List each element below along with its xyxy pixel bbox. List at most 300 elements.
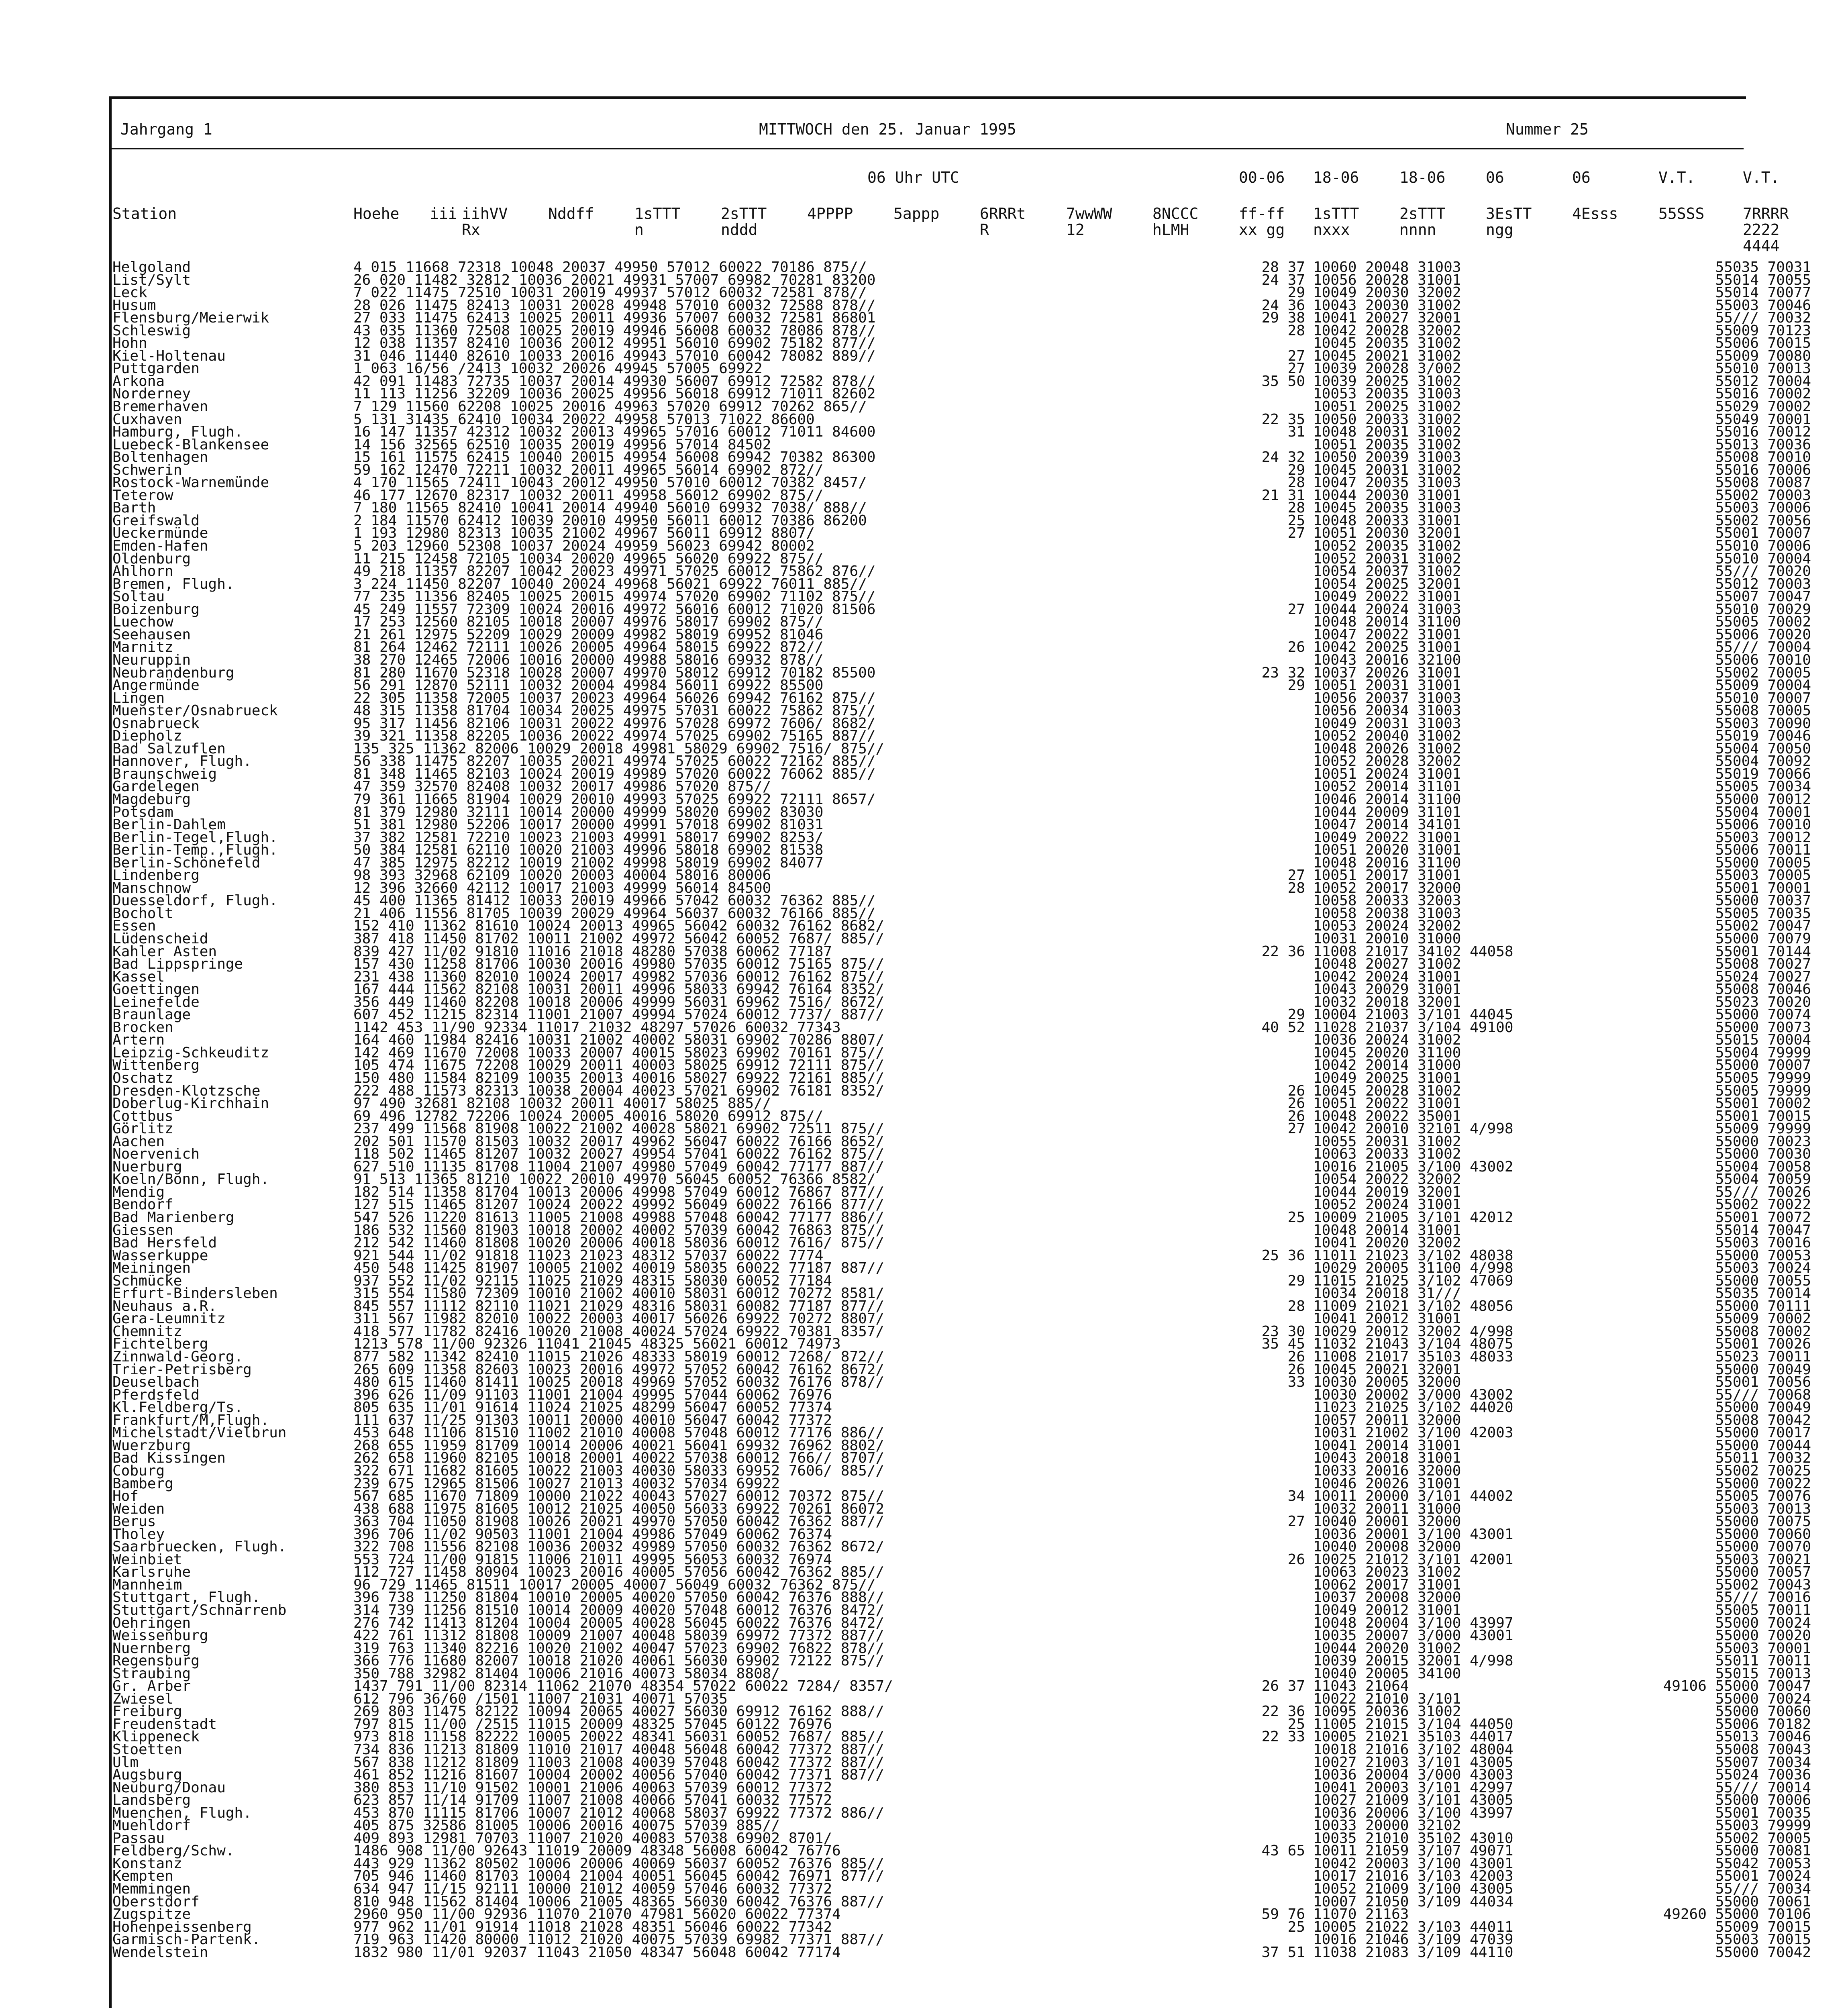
section5-group: 55035 70014 bbox=[1715, 1285, 1811, 1302]
extremes-group: 10058 20033 32003 bbox=[1313, 892, 1461, 909]
extremes-group: 10063 20023 31002 bbox=[1313, 1564, 1461, 1581]
extremes-group: 10039 20028 3/002 bbox=[1313, 360, 1461, 377]
extremes-group: 10053 20035 31003 bbox=[1313, 386, 1461, 402]
station-name: Greifswald bbox=[112, 512, 200, 529]
station-name: Nuerburg bbox=[112, 1158, 182, 1175]
extremes-group: 10051 20030 32001 bbox=[1313, 525, 1461, 542]
section5-group: 55019 70066 bbox=[1715, 765, 1811, 782]
column-header: 4PPPP bbox=[807, 205, 853, 222]
table-row bbox=[0, 1883, 1848, 1896]
table-row bbox=[0, 765, 1848, 782]
table-row bbox=[0, 476, 1848, 489]
station-name: Soltau bbox=[112, 588, 165, 605]
column-header: 4Esss bbox=[1572, 205, 1618, 222]
station-name: Gr. Arber bbox=[112, 1678, 191, 1695]
extremes-group: 10042 20024 31001 bbox=[1313, 968, 1461, 985]
column-subheader: n bbox=[634, 221, 644, 239]
extremes-group: 10051 20022 31001 bbox=[1313, 1095, 1461, 1112]
table-row bbox=[0, 413, 1848, 426]
synop-main-group: 567 685 11670 71809 10000 21022 40043 57027 60012 70372 875// bbox=[353, 1488, 885, 1505]
table-row bbox=[0, 740, 1848, 757]
station-name: Luebeck-Blankensee bbox=[112, 436, 269, 453]
column-subheader: xx gg bbox=[1239, 221, 1285, 239]
extremes-group: 10048 20027 31002 bbox=[1313, 956, 1461, 973]
station-name: Oldenburg bbox=[112, 550, 191, 567]
extremes-group: 11038 21083 3/109 44110 bbox=[1313, 1944, 1513, 1961]
section5-group: 55000 70057 bbox=[1715, 1564, 1811, 1581]
synop-main-group: 12 396 32660 42112 10017 21003 49999 56014 84500 bbox=[353, 880, 771, 896]
synop-main-group: 182 514 11358 81704 10013 20006 49998 57049 60012 76867 877// bbox=[353, 1184, 885, 1200]
table-row bbox=[0, 1690, 1848, 1707]
station-name: Stoetten bbox=[112, 1741, 182, 1758]
table-row bbox=[0, 1122, 1848, 1135]
extremes-group: 10044 20009 31101 bbox=[1313, 804, 1461, 820]
station-name: Oberstdorf bbox=[112, 1893, 200, 1910]
synop-main-group: 322 708 11556 82108 10036 20032 49989 57050 60032 76362 8672/ bbox=[353, 1539, 885, 1555]
synop-main-group: 22 305 11358 72005 10037 20023 49964 56026 69942 76162 875// bbox=[353, 690, 876, 706]
extremes-group: 11032 21043 3/104 48075 bbox=[1313, 1336, 1513, 1353]
extremes-group: 10029 20012 32002 4/998 bbox=[1313, 1323, 1513, 1340]
extremes-group: 10027 21009 3/101 43005 bbox=[1313, 1792, 1513, 1809]
synop-main-group: 705 946 11460 81703 10004 21004 40051 56045 60042 76971 877// bbox=[353, 1868, 885, 1885]
extremes-group: 10054 20037 31002 bbox=[1313, 563, 1461, 580]
section5-group: 55000 70073 bbox=[1715, 1019, 1811, 1036]
extremes-group: 10054 20022 32002 bbox=[1313, 1171, 1461, 1188]
synop-main-group: 311 567 11982 82010 10022 20003 40017 56026 69922 70272 8807/ bbox=[353, 1310, 885, 1327]
extremes-group: 10041 20014 31001 bbox=[1313, 1437, 1461, 1454]
extremes-group: 10063 20033 31002 bbox=[1313, 1146, 1461, 1163]
synop-main-group: 7 022 11475 72510 10031 20019 49937 57012 60032 72581 878// bbox=[353, 284, 867, 301]
wind-gust-group: 31 bbox=[1287, 424, 1305, 441]
wind-gust-group: 37 51 bbox=[1261, 1944, 1305, 1961]
column-subheader: nxxx bbox=[1313, 221, 1350, 239]
extremes-group: 11023 21025 3/102 44020 bbox=[1313, 1399, 1513, 1416]
synop-main-group: 164 460 11984 82416 10031 21002 40002 58031 69902 70286 8807/ bbox=[353, 1032, 885, 1049]
section5-group: 55005 79999 bbox=[1715, 1082, 1811, 1099]
extremes-group: 10037 20026 31001 bbox=[1313, 664, 1461, 681]
extremes-group: 10022 21010 3/101 bbox=[1313, 1690, 1461, 1707]
synop-main-group: 31 046 11440 82610 10033 20016 49943 57010 60042 78082 889// bbox=[353, 347, 876, 364]
section5-group: 55002 70005 bbox=[1715, 664, 1811, 681]
synop-main-group: 95 317 11456 82106 10031 20022 49976 57028 69972 7606/ 8682/ bbox=[353, 715, 876, 732]
table-row bbox=[0, 1667, 1848, 1680]
station-name: Giessen bbox=[112, 1222, 173, 1239]
column-subheader: 12 bbox=[1066, 221, 1085, 239]
synop-main-group: 51 381 12980 52206 10017 20000 49991 57018 69902 81031 bbox=[353, 816, 824, 833]
synop-main-group: 81 348 11465 82103 10024 20019 49989 57020 60022 76062 885// bbox=[353, 765, 876, 782]
section5-group: 55008 70087 bbox=[1715, 474, 1811, 491]
station-name: Berus bbox=[112, 1513, 156, 1530]
table-row bbox=[0, 1338, 1848, 1351]
synop-main-group: 1486 908 11/00 92643 11019 20009 48348 56008 60042 76776 bbox=[353, 1843, 841, 1859]
table-row bbox=[0, 1946, 1848, 1959]
wind-gust-group: 29 bbox=[1287, 461, 1305, 478]
station-name: Mannheim bbox=[112, 1576, 182, 1593]
synop-main-group: 28 026 11475 82413 10031 20028 49948 57010 60032 72588 878// bbox=[353, 297, 876, 314]
extremes-group: 10042 20014 31000 bbox=[1313, 1057, 1461, 1074]
column-header: 6RRRt bbox=[980, 205, 1026, 222]
section5-group: 55015 70004 bbox=[1715, 1032, 1811, 1049]
section5-group: 55/// 70068 bbox=[1715, 1386, 1811, 1403]
section5-group: 55008 70002 bbox=[1715, 1323, 1811, 1340]
station-name: Karlsruhe bbox=[112, 1564, 191, 1581]
table-row bbox=[0, 1426, 1848, 1439]
extremes-group: 10045 20028 31002 bbox=[1313, 1082, 1461, 1099]
extremes-group: 10060 20048 31003 bbox=[1313, 259, 1461, 275]
synop-main-group: 11 113 11256 32209 10036 20025 49956 56018 69912 71011 82602 bbox=[353, 386, 876, 402]
extremes-group: 10004 21003 3/101 44045 bbox=[1313, 1006, 1513, 1023]
synop-main-group: 27 033 11475 62413 10025 20011 49936 57007 60032 72581 86801 bbox=[353, 310, 876, 327]
table-row bbox=[0, 347, 1848, 364]
section5-group: 55003 70012 bbox=[1715, 829, 1811, 846]
extremes-group: 10046 20026 31001 bbox=[1313, 1475, 1461, 1492]
wind-gust-group: 28 bbox=[1287, 1298, 1305, 1314]
extremes-group: 10011 20000 3/101 44002 bbox=[1313, 1488, 1513, 1505]
table-row bbox=[0, 1680, 1848, 1693]
column-header: 2sTTT bbox=[1399, 205, 1446, 222]
synop-main-group: 314 739 11256 81510 10014 20009 40020 57048 60012 76376 8472/ bbox=[353, 1602, 885, 1618]
section5-group: 55003 70006 bbox=[1715, 500, 1811, 516]
table-row bbox=[0, 502, 1848, 514]
extremes-group: 10041 20020 32002 bbox=[1313, 1235, 1461, 1251]
table-row bbox=[0, 1566, 1848, 1579]
synop-main-group: 16 147 11357 42312 10032 20013 49965 57016 60012 71011 84600 bbox=[353, 424, 876, 441]
station-name: Trier-Petrisberg bbox=[112, 1361, 252, 1378]
wind-gust-group: 35 45 bbox=[1261, 1336, 1305, 1353]
table-row bbox=[0, 1135, 1848, 1148]
section5-group: 55001 70007 bbox=[1715, 525, 1811, 542]
table-row bbox=[0, 1642, 1848, 1655]
station-name: List/Sylt bbox=[112, 271, 191, 288]
table-row bbox=[0, 1553, 1848, 1566]
extremes-group: 10042 20028 32002 bbox=[1313, 322, 1461, 339]
synop-main-group: 839 427 11/02 91810 11016 21018 48280 57038 60062 77187 bbox=[353, 943, 832, 960]
table-row bbox=[0, 299, 1848, 312]
synop-main-group: 734 836 11213 81809 11010 21017 40048 56048 60042 77372 887// bbox=[353, 1741, 885, 1758]
synop-main-group: 877 582 11342 82410 11015 21026 48333 58019 60012 7268/ 872// bbox=[353, 1349, 885, 1365]
extremes-group: 10049 20012 31001 bbox=[1313, 1602, 1461, 1618]
table-row bbox=[0, 1059, 1848, 1072]
synop-main-group: 135 325 11362 82006 10029 20018 49981 58029 69902 7516/ 875// bbox=[353, 740, 885, 757]
group-label: V.T. bbox=[1743, 169, 1780, 186]
station-name: Arkona bbox=[112, 373, 165, 390]
station-name: Cottbus bbox=[112, 1108, 173, 1124]
section5-group: 55004 70001 bbox=[1715, 804, 1811, 820]
extremes-group: 10052 20040 31002 bbox=[1313, 728, 1461, 745]
wind-gust-group: 25 36 bbox=[1261, 1247, 1305, 1264]
table-row bbox=[0, 1021, 1848, 1034]
section5-group: 55019 70046 bbox=[1715, 728, 1811, 745]
extremes-group: 10044 20020 31002 bbox=[1313, 1640, 1461, 1657]
synop-main-group: 1437 791 11/00 82314 11062 21070 48354 57022 60022 7284/ 8357/ bbox=[353, 1678, 893, 1695]
table-row bbox=[0, 1500, 1848, 1517]
synop-main-group: 222 488 11573 82313 10038 20004 40023 57021 69902 76181 8352/ bbox=[353, 1082, 885, 1099]
synop-main-group: 98 393 32968 62109 10020 20003 40004 58016 80006 bbox=[353, 867, 771, 884]
extremes-group: 10030 20002 3/000 43002 bbox=[1313, 1386, 1513, 1403]
section5-group: 55006 70182 bbox=[1715, 1716, 1811, 1733]
synop-main-group: 91 513 11365 81210 10022 20010 49970 56045 60052 76366 8582/ bbox=[353, 1171, 876, 1188]
station-name: Boizenburg bbox=[112, 601, 200, 618]
column-header: 55SSS bbox=[1658, 205, 1705, 222]
synop-main-group: 81 280 11670 52318 10028 20007 49970 58012 69912 70182 85500 bbox=[353, 664, 876, 681]
extremes-group: 10043 20018 31001 bbox=[1313, 1450, 1461, 1467]
synop-main-group: 111 637 11/25 91303 10011 20000 40010 56047 60042 77372 bbox=[353, 1412, 832, 1428]
synop-main-group: 634 947 11/15 92111 10000 21012 40059 57046 60032 77372 bbox=[353, 1881, 832, 1897]
extremes-group: 10048 20004 3/100 43997 bbox=[1313, 1614, 1513, 1631]
station-name: Hannover, Flugh. bbox=[112, 753, 252, 770]
section5-group: 55015 70013 bbox=[1715, 1665, 1811, 1682]
section5-group: 49260 55000 70106 bbox=[1663, 1906, 1811, 1923]
station-name: Weinbiet bbox=[112, 1551, 182, 1568]
extremes-group: 10048 20026 31002 bbox=[1313, 740, 1461, 757]
section5-group: 55029 70002 bbox=[1715, 398, 1811, 415]
section5-group: 55006 70020 bbox=[1715, 626, 1811, 643]
extremes-group: 10043 20030 31002 bbox=[1313, 297, 1461, 314]
section5-group: 55011 70011 bbox=[1715, 1653, 1811, 1669]
table-row bbox=[0, 1832, 1848, 1845]
extremes-group: 10047 20022 31001 bbox=[1313, 626, 1461, 643]
table-row bbox=[0, 1237, 1848, 1249]
station-name: Duesseldorf, Flugh. bbox=[112, 892, 278, 909]
section5-group: 55000 70024 bbox=[1715, 1690, 1811, 1707]
section5-group: 55008 70005 bbox=[1715, 702, 1811, 719]
section5-group: 55000 70075 bbox=[1715, 1513, 1811, 1530]
station-name: Bad Hersfeld bbox=[112, 1235, 217, 1251]
synop-main-group: 81 264 12462 72111 10026 20005 49964 58015 69922 872// bbox=[353, 639, 824, 656]
extremes-group: 10049 20030 32002 bbox=[1313, 284, 1461, 301]
extremes-group: 10044 20019 32001 bbox=[1313, 1184, 1461, 1200]
station-name: Emden-Hafen bbox=[112, 538, 208, 555]
station-name: Teterow bbox=[112, 487, 173, 504]
station-name: Stuttgart, Flugh. bbox=[112, 1589, 261, 1606]
station-name: Noervenich bbox=[112, 1146, 200, 1163]
wind-gust-group: 29 bbox=[1287, 1006, 1305, 1023]
section5-group: 55009 70123 bbox=[1715, 322, 1811, 339]
extremes-group: 11070 21163 bbox=[1313, 1906, 1409, 1923]
station-name: Dresden-Klotzsche bbox=[112, 1082, 261, 1099]
column-subheader: 2222 4444 bbox=[1743, 221, 1780, 255]
table-row bbox=[0, 1515, 1848, 1528]
station-name: Fichtelberg bbox=[112, 1336, 208, 1353]
station-name: Neuruppin bbox=[112, 651, 191, 668]
section5-group: 55010 70013 bbox=[1715, 360, 1811, 377]
synop-main-group: 553 724 11/00 91815 11006 21011 49995 56053 60032 76974 bbox=[353, 1551, 832, 1568]
station-name: Berlin-Dahlem bbox=[112, 816, 226, 833]
column-subheader: ngg bbox=[1486, 221, 1513, 239]
extremes-group: 10056 20034 31003 bbox=[1313, 702, 1461, 719]
extremes-group: 10045 20020 31100 bbox=[1313, 1044, 1461, 1061]
synop-main-group: 350 788 32982 81404 10006 21016 40073 58034 8808/ bbox=[353, 1665, 780, 1682]
station-name: Wuerzburg bbox=[112, 1437, 191, 1454]
station-name: Muehldorf bbox=[112, 1817, 191, 1834]
section5-group: 55005 70002 bbox=[1715, 614, 1811, 631]
section5-group: 55002 70047 bbox=[1715, 918, 1811, 935]
synop-main-group: 1142 453 11/90 92334 11017 21032 48297 57026 60032 77343 bbox=[353, 1019, 841, 1036]
extremes-group: 10032 20018 32001 bbox=[1313, 994, 1461, 1010]
station-name: Bendorf bbox=[112, 1196, 173, 1213]
extremes-group: 10033 20000 32102 bbox=[1313, 1817, 1461, 1834]
station-table bbox=[0, 261, 1848, 1959]
station-name: Hamburg, Flugh. bbox=[112, 424, 243, 441]
table-row bbox=[0, 968, 1848, 985]
synop-main-group: 268 655 11959 81709 10014 20006 40021 56041 69932 76962 8802/ bbox=[353, 1437, 885, 1454]
section5-group: 55/// 70020 bbox=[1715, 563, 1811, 580]
extremes-group: 10049 20022 31001 bbox=[1313, 829, 1461, 846]
synop-main-group: 262 658 11960 82105 10018 20001 40022 57038 60012 766// 8707/ bbox=[353, 1450, 885, 1467]
station-name: Boltenhagen bbox=[112, 449, 208, 466]
extremes-group: 10040 20005 34100 bbox=[1313, 1665, 1461, 1682]
station-name: Braunlage bbox=[112, 1006, 191, 1023]
wind-gust-group: 25 bbox=[1287, 512, 1305, 529]
section5-group: 55013 70046 bbox=[1715, 1728, 1811, 1745]
station-name: Bad Lippspringe bbox=[112, 956, 243, 973]
station-name: Stuttgart/Schnarrenb bbox=[112, 1602, 287, 1618]
column-header: 5appp bbox=[893, 205, 940, 222]
section5-group: 55008 70042 bbox=[1715, 1412, 1811, 1428]
extremes-group: 10042 20010 32101 4/998 bbox=[1313, 1120, 1513, 1137]
extremes-group: 10016 21005 3/100 43002 bbox=[1313, 1158, 1513, 1175]
table-row bbox=[0, 1857, 1848, 1870]
section5-group: 55008 70046 bbox=[1715, 981, 1811, 998]
extremes-group: 10043 20016 32100 bbox=[1313, 651, 1461, 668]
extremes-group: 10037 20008 32000 bbox=[1313, 1589, 1461, 1606]
section5-group: 55014 70047 bbox=[1715, 1222, 1811, 1239]
synop-main-group: 42 091 11483 72735 10037 20014 49930 56007 69912 72582 878// bbox=[353, 373, 876, 390]
synop-main-group: 810 948 11562 81404 10006 21005 48365 56030 60042 76376 887// bbox=[353, 1893, 885, 1910]
station-name: Neuburg/Donau bbox=[112, 1779, 226, 1796]
wind-gust-group: 26 bbox=[1287, 1551, 1305, 1568]
synop-main-group: 4 015 11668 72318 10048 20037 49950 57012 60022 70186 875// bbox=[353, 259, 867, 275]
extremes-group: 10009 21005 3/101 42012 bbox=[1313, 1209, 1513, 1226]
wind-gust-group: 27 bbox=[1287, 525, 1305, 542]
section5-group: 55016 70012 bbox=[1715, 424, 1811, 441]
extremes-group: 11009 21021 3/102 48056 bbox=[1313, 1298, 1513, 1314]
synop-main-group: 45 400 11365 81412 10033 20019 49966 57042 60032 76362 885// bbox=[353, 892, 876, 909]
wind-gust-group: 29 bbox=[1287, 677, 1305, 694]
table-row bbox=[0, 1743, 1848, 1756]
extremes-group: 10027 21003 3/101 43005 bbox=[1313, 1754, 1513, 1771]
synop-main-group: 396 626 11/09 91103 11001 21004 49995 57044 60062 76976 bbox=[353, 1386, 832, 1403]
extremes-group: 10048 20014 31001 bbox=[1313, 1222, 1461, 1239]
table-row bbox=[0, 1870, 1848, 1883]
extremes-group: 10095 20036 31002 bbox=[1313, 1703, 1461, 1720]
station-name: Erfurt-Bindersleben bbox=[112, 1285, 278, 1302]
synop-main-group: 409 893 12981 70703 11007 21020 40083 57038 69902 8701/ bbox=[353, 1830, 832, 1847]
section5-group: 55003 70024 bbox=[1715, 1260, 1811, 1277]
synop-main-group: 157 430 11258 81706 10030 20016 49980 57035 60012 75165 875// bbox=[353, 956, 885, 973]
section5-group: 55004 79999 bbox=[1715, 1044, 1811, 1061]
table-row bbox=[0, 1918, 1848, 1935]
extremes-group: 10017 21016 3/103 42003 bbox=[1313, 1868, 1513, 1885]
section5-group: 55009 79999 bbox=[1715, 1120, 1811, 1137]
section5-group: 55004 70050 bbox=[1715, 740, 1811, 757]
synop-main-group: 167 444 11562 82108 10031 20011 49996 58033 69942 76164 8352/ bbox=[353, 981, 885, 998]
group-label: 06 bbox=[1572, 169, 1591, 186]
station-name: Leck bbox=[112, 284, 147, 301]
extremes-group: 10045 20035 31002 bbox=[1313, 335, 1461, 352]
synop-main-group: 5 131 31435 62410 10034 20022 49958 57013 71022 86600 bbox=[353, 411, 815, 428]
station-name: Mendig bbox=[112, 1184, 165, 1200]
wind-gust-group: 35 50 bbox=[1261, 373, 1305, 390]
station-name: Feldberg/Schw. bbox=[112, 1843, 235, 1859]
station-name: Zwiesel bbox=[112, 1690, 173, 1707]
section5-group: 55002 70043 bbox=[1715, 1576, 1811, 1593]
station-name: Augsburg bbox=[112, 1767, 182, 1784]
synop-main-group: 2960 950 11/00 92936 11070 21070 47981 56020 60022 77374 bbox=[353, 1906, 841, 1923]
section5-group: 55003 79999 bbox=[1715, 1817, 1811, 1834]
station-name: Bad Kissingen bbox=[112, 1450, 226, 1467]
station-name: Freudenstadt bbox=[112, 1716, 217, 1733]
synop-main-group: 12 038 11357 82410 10036 20012 49951 56010 69902 75182 877// bbox=[353, 335, 876, 352]
section5-group: 55007 70034 bbox=[1715, 1754, 1811, 1771]
station-name: Marnitz bbox=[112, 639, 173, 656]
station-name: Husum bbox=[112, 297, 156, 314]
table-row bbox=[0, 1224, 1848, 1237]
section5-group: 55006 70010 bbox=[1715, 651, 1811, 668]
synop-main-group: 59 162 12470 72211 10032 20011 49965 56014 69902 872// bbox=[353, 461, 824, 478]
section5-group: 55010 70007 bbox=[1715, 690, 1811, 706]
synop-main-group: 15 161 11575 62415 10040 20015 49954 56008 69942 70382 86300 bbox=[353, 449, 876, 466]
table-row bbox=[0, 1604, 1848, 1617]
section5-group: 55000 70024 bbox=[1715, 1614, 1811, 1631]
column-subheader: R bbox=[980, 221, 989, 239]
table-row bbox=[0, 590, 1848, 603]
extremes-group: 11005 21015 3/104 44050 bbox=[1313, 1716, 1513, 1733]
table-row bbox=[0, 1477, 1848, 1490]
extremes-group: 10030 20005 32000 bbox=[1313, 1374, 1461, 1391]
table-row bbox=[0, 894, 1848, 907]
extremes-group: 10048 20031 31002 bbox=[1313, 424, 1461, 441]
table-row bbox=[0, 1804, 1848, 1821]
station-name: Wasserkuppe bbox=[112, 1247, 208, 1264]
extremes-group: 11008 21017 35103 48033 bbox=[1313, 1349, 1513, 1365]
extremes-group: 10051 20020 31001 bbox=[1313, 842, 1461, 859]
extremes-group: 10050 20039 31003 bbox=[1313, 449, 1461, 466]
synop-main-group: 231 438 11360 82010 10024 20017 49982 57036 60012 76162 875// bbox=[353, 968, 885, 985]
synop-main-group: 7 129 11560 62208 10025 20016 49963 57020 69912 70262 865// bbox=[353, 398, 867, 415]
extremes-group: 10058 20038 31003 bbox=[1313, 905, 1461, 922]
table-row bbox=[0, 400, 1848, 413]
station-name: Bremerhaven bbox=[112, 398, 208, 415]
station-name: Puttgarden bbox=[112, 360, 200, 377]
extremes-group: 10048 20033 31001 bbox=[1313, 512, 1461, 529]
station-name: Kl.Feldberg/Ts. bbox=[112, 1399, 243, 1416]
table-row bbox=[0, 527, 1848, 540]
section5-group: 55002 70056 bbox=[1715, 512, 1811, 529]
extremes-group: 10051 20024 31001 bbox=[1313, 765, 1461, 782]
table-row bbox=[0, 1845, 1848, 1857]
section5-group: 55000 70053 bbox=[1715, 1247, 1811, 1264]
table-row bbox=[0, 755, 1848, 768]
table-row bbox=[0, 1110, 1848, 1123]
station-name: Braunschweig bbox=[112, 765, 217, 782]
section5-group: 55005 70076 bbox=[1715, 1488, 1811, 1505]
wind-gust-group: 28 bbox=[1287, 322, 1305, 339]
table-row bbox=[0, 324, 1848, 337]
table-row bbox=[0, 1376, 1848, 1389]
station-name: Osnabrueck bbox=[112, 715, 200, 732]
table-row bbox=[0, 1767, 1848, 1784]
table-row bbox=[0, 1186, 1848, 1199]
section5-group: 55/// 70032 bbox=[1715, 310, 1811, 327]
table-row bbox=[0, 806, 1848, 819]
synop-main-group: 719 963 11420 80000 11012 21020 40075 57039 69982 77371 887// bbox=[353, 1931, 885, 1948]
synop-main-group: 1213 578 11/00 92326 11041 21045 48325 56021 60012 74973 bbox=[353, 1336, 841, 1353]
station-name: Chemnitz bbox=[112, 1323, 182, 1340]
station-name: Bad Salzuflen bbox=[112, 740, 226, 757]
extremes-group: 10032 20011 31000 bbox=[1313, 1500, 1461, 1517]
section5-group: 55001 70026 bbox=[1715, 1336, 1811, 1353]
